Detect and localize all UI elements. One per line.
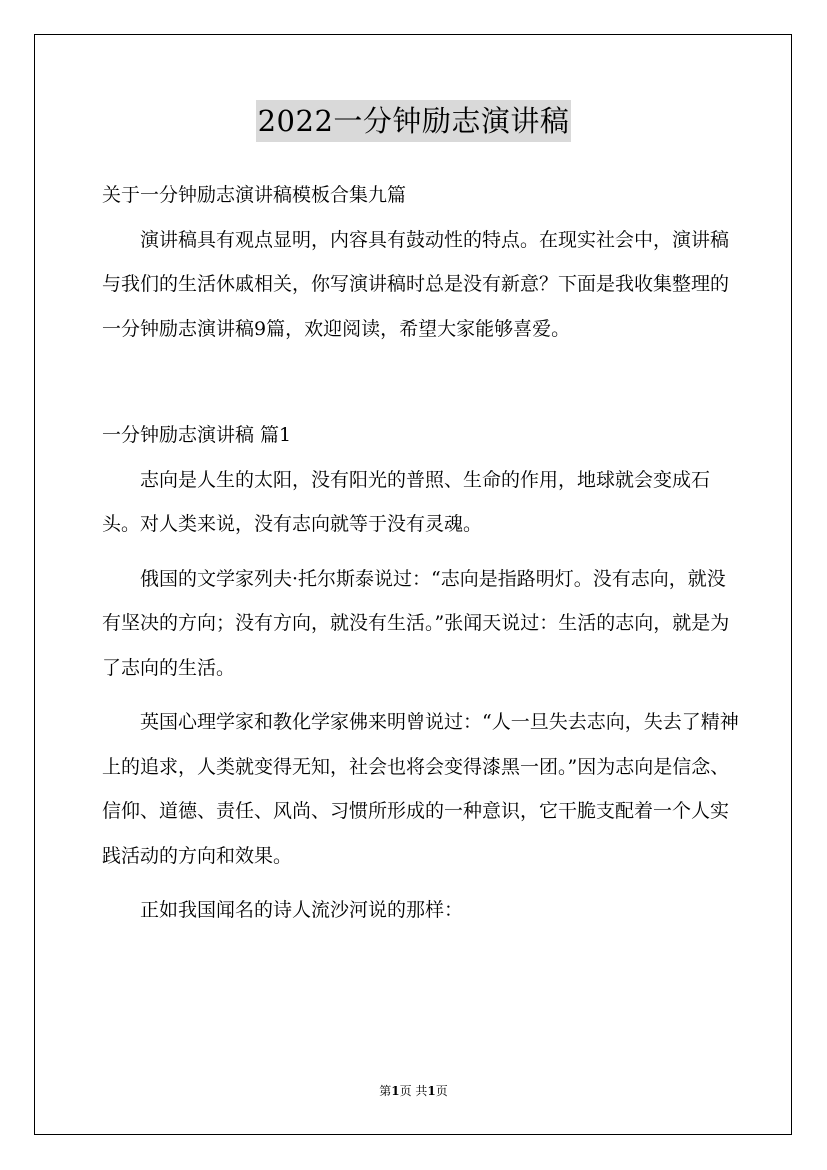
footer-current-page: 1 [391,1084,400,1098]
document-subtitle: 关于一分钟励志演讲稿模板合集九篇 [102,184,407,206]
intro-paragraph: 演讲稿具有观点显明，内容具有鼓动性的特点。在现实社会中，演讲稿与我们的生活休戚相关，你写演讲稿时总是没有新意？下面是我收集整理的一分钟励志演讲稿9篇，欢迎阅读，希望大家能够喜爱。 [102,228,730,340]
footer-total-pages: 1 [427,1084,436,1098]
body-paragraph-3: 英国心理学家和教化学家佛来明曾说过：“人一旦失去志向，失去了精神上的追求，人类就变得无知，社会也将会变得漆黑一团。”因为志向是信念、信仰、道德、责任、风尚、习惯所形成的一种意识，它干脆支配着一个人实践活动的方向和效果。 [102,711,739,867]
footer-page-prefix: 第 [379,1084,392,1098]
body-paragraph-2: 俄国的文学家列夫·托尔斯泰说过：“志向是指路明灯。没有志向，就没有坚决的方向；没有方向，就没有生活。”张闻天说过：生活的志向，就是为了志向的生活。 [102,567,730,679]
body-paragraph-4: 正如我国闻名的诗人流沙河说的那样： [140,899,464,921]
document-title: 2022一分钟励志演讲稿 [256,100,572,142]
section-heading: 一分钟励志演讲稿 篇1 [102,424,292,446]
body-paragraph-1: 志向是人生的太阳，没有阳光的普照、生命的作用，地球就会变成石头。对人类来说，没有志向就等于没有灵魂。 [102,468,711,535]
footer-page-mid: 页 共 [399,1084,428,1098]
title-container [0,100,827,142]
page-footer [0,1083,827,1099]
footer-page-suffix: 页 [435,1084,448,1098]
document-body [102,173,742,933]
